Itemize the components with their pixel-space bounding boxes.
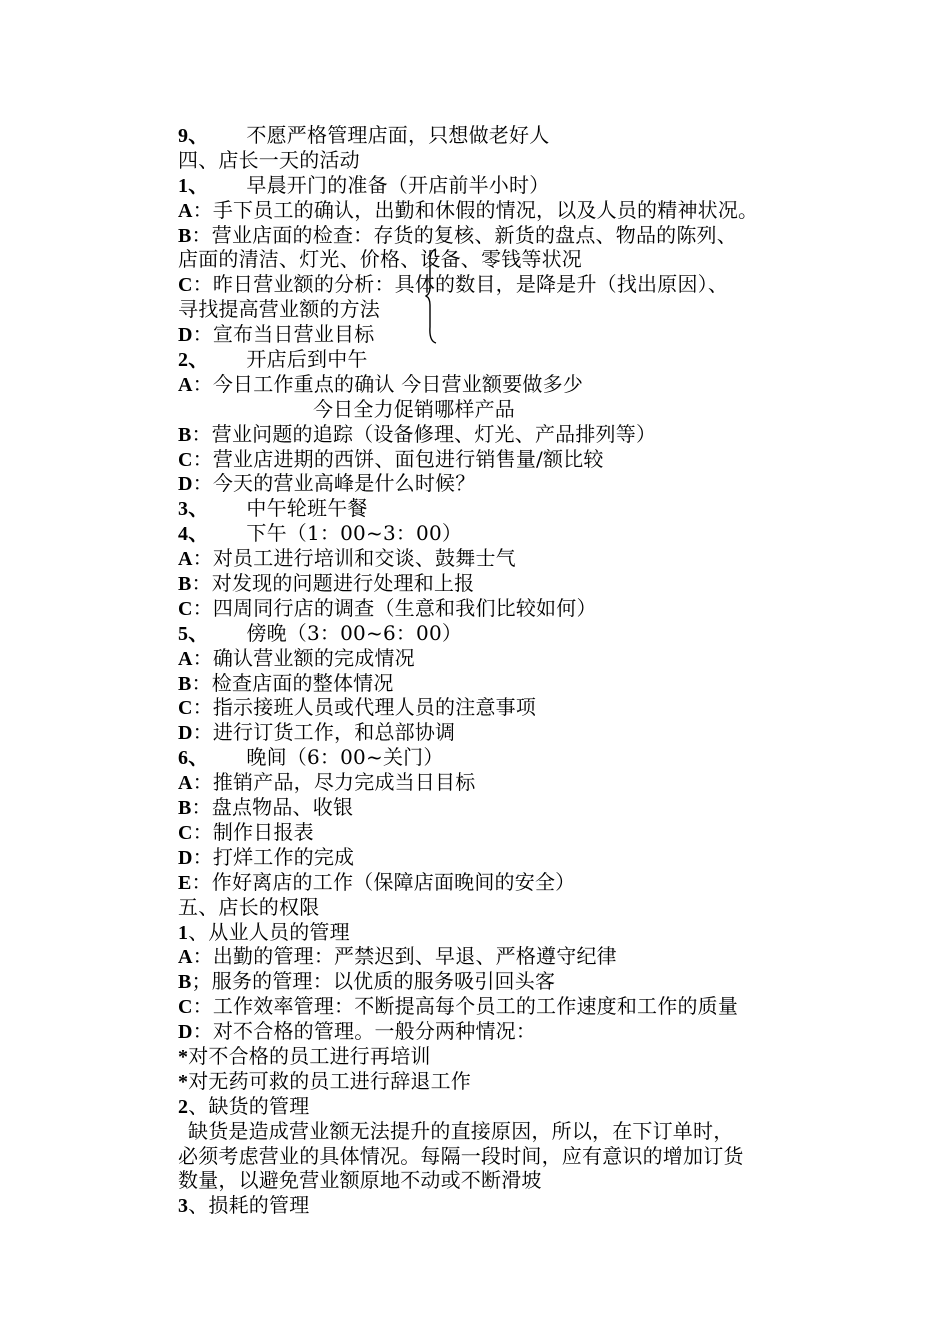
text-line (178, 1069, 818, 1094)
line-label: B (178, 672, 192, 695)
document-body (178, 123, 818, 1218)
line-label: * (178, 1070, 189, 1093)
text-line (178, 471, 818, 496)
line-text: 、损耗的管理 (188, 1193, 310, 1218)
line-text: 今日全力促销哪样产品 (313, 396, 515, 421)
text-line (178, 322, 818, 347)
text-line (178, 720, 818, 745)
line-text: ：制作日报表 (192, 819, 314, 844)
line-text: 、缺货的管理 (188, 1093, 310, 1118)
text-line (178, 845, 818, 870)
text-line (178, 969, 818, 994)
line-text: 中午轮班午餐 (246, 496, 368, 521)
text-line (178, 895, 818, 920)
line-text: 数量，以避免营业额原地不动或不断滑坡 (178, 1168, 542, 1193)
line-label: D (178, 1021, 193, 1044)
text-line (178, 546, 818, 571)
line-text: 开店后到中午 (246, 347, 368, 372)
text-line (178, 621, 818, 646)
line-label: B (178, 224, 192, 247)
text-line (178, 198, 818, 223)
line-text: ：进行订货工作，和总部协调 (192, 720, 456, 745)
line-label: 5、 (178, 622, 209, 645)
text-line (178, 397, 818, 422)
text-line (178, 1193, 818, 1218)
line-text: 下午（1：00~3：00） (246, 521, 463, 546)
text-line (178, 148, 818, 173)
line-text: 晚间（6：00~关门） (246, 745, 444, 770)
line-text: 寻找提高营业额的方法 (178, 297, 380, 322)
line-label: C (178, 697, 193, 720)
text-line (178, 1119, 818, 1144)
line-text: 傍晚（3：00~6：00） (246, 620, 463, 645)
line-text: ：作好离店的工作（保障店面晚间的安全） (191, 869, 576, 894)
text-line (178, 272, 818, 297)
line-text: 对无药可救的员工进行辞退工作 (188, 1068, 472, 1093)
line-text: 必须考虑营业的具体情况。每隔一段时间，应有意识的增加订货 (178, 1143, 744, 1168)
line-text: ：宣布当日营业目标 (192, 322, 375, 347)
line-label: D (178, 324, 193, 347)
text-line (178, 770, 818, 795)
line-text: ：营业店进期的西饼、面包进行销售量/额比较 (192, 446, 604, 471)
text-line (178, 944, 818, 969)
text-line (178, 870, 818, 895)
text-line (178, 447, 818, 472)
text-line (178, 820, 818, 845)
line-label: B (178, 971, 192, 994)
text-line (178, 372, 818, 397)
line-text: ：检查店面的整体情况 (191, 670, 394, 695)
line-text: 店面的清洁、灯光、价格、设备、零钱等状况 (178, 247, 582, 272)
line-label: 6、 (178, 747, 209, 770)
line-label: C (178, 274, 193, 297)
text-line (178, 521, 818, 546)
text-line (178, 745, 818, 770)
line-text: ：对员工进行培训和交谈、鼓舞士气 (192, 546, 516, 571)
line-text: ：确认营业额的完成情况 (192, 645, 415, 670)
line-text: 、从业人员的管理 (188, 919, 350, 944)
line-text: ：营业问题的追踪（设备修理、灯光、产品排列等） (191, 421, 657, 446)
line-label: D (178, 722, 193, 745)
line-label: 9、 (178, 125, 209, 147)
text-line (178, 795, 818, 820)
line-label: B (178, 423, 192, 446)
line-label: B (178, 797, 192, 820)
text-line (178, 223, 818, 248)
line-text: ：工作效率管理：不断提高每个员工的工作速度和工作的质量 (192, 994, 739, 1019)
line-text: ：今天的营业高峰是什么时候？ (192, 471, 476, 496)
line-label: B (178, 573, 192, 596)
line-text: 四、店长一天的活动 (178, 147, 360, 172)
text-line (178, 1168, 818, 1193)
line-label: 2、 (178, 349, 209, 372)
curly-brace (425, 247, 439, 345)
text-line (178, 671, 818, 696)
line-label: D (178, 473, 193, 496)
line-label: 3、 (178, 498, 209, 521)
line-text: ：出勤的管理：严禁迟到、早退、严格遵守纪律 (192, 944, 617, 969)
line-text: ：对发现的问题进行处理和上报 (191, 571, 475, 596)
text-line (178, 347, 818, 372)
line-label: A (178, 548, 193, 571)
text-line (178, 297, 818, 322)
line-text: 不愿严格管理店面，只想做老好人 (246, 123, 550, 147)
line-label: D (178, 846, 193, 869)
text-line (178, 247, 818, 272)
text-line (178, 123, 818, 148)
line-label: C (178, 448, 193, 471)
text-line (178, 646, 818, 671)
text-line (178, 173, 818, 198)
line-text: 缺货是造成营业额无法提升的直接原因，所以，在下订单时， (188, 1118, 734, 1143)
line-text: ；服务的管理：以优质的服务吸引回头客 (191, 969, 556, 994)
line-label: A (178, 199, 193, 222)
line-text: 五、店长的权限 (178, 894, 320, 919)
line-text: ：手下员工的确认，出勤和休假的情况，以及人员的精神状况。 (192, 197, 759, 222)
line-text: ：对不合格的管理。一般分两种情况： (192, 1019, 537, 1044)
line-text: ：营业店面的检查：存货的复核、新货的盘点、物品的陈列、 (191, 222, 737, 247)
line-text: ：四周同行店的调查（生意和我们比较如何） (192, 595, 597, 620)
line-text: ：昨日营业额的分析：具体的数目，是降是升（找出原因）、 (192, 272, 729, 297)
text-line (178, 1019, 818, 1044)
line-label: C (178, 597, 193, 620)
line-label: A (178, 772, 193, 795)
text-line (178, 994, 818, 1019)
text-line (178, 496, 818, 521)
line-label: E (178, 871, 192, 894)
line-label: 2 (178, 1095, 189, 1118)
line-label: 1 (178, 921, 189, 944)
line-label: A (178, 373, 193, 396)
text-line (178, 1044, 818, 1069)
line-text: 对不合格的员工进行再培训 (188, 1043, 431, 1068)
text-line (178, 571, 818, 596)
line-text: ：今日工作重点的确认 今日营业额要做多少 (192, 371, 584, 396)
text-line (178, 596, 818, 621)
line-label: * (178, 1045, 189, 1068)
text-line (178, 1094, 818, 1119)
text-line (178, 422, 818, 447)
line-text: ：打烊工作的完成 (192, 844, 355, 869)
line-label: 4、 (178, 523, 209, 546)
line-text: ：指示接班人员或代理人员的注意事项 (192, 695, 537, 720)
text-line (178, 695, 818, 720)
line-label: C (178, 821, 193, 844)
line-text: ：盘点物品、收银 (191, 795, 354, 820)
line-label: C (178, 996, 193, 1019)
text-line (178, 1144, 818, 1169)
line-label: 3 (178, 1195, 189, 1218)
line-text: 早晨开门的准备（开店前半小时） (246, 172, 550, 197)
line-label: A (178, 647, 193, 670)
line-label: A (178, 946, 193, 969)
text-line (178, 920, 818, 945)
line-text: ：推销产品，尽力完成当日目标 (192, 770, 476, 795)
line-label: 1、 (178, 174, 209, 197)
